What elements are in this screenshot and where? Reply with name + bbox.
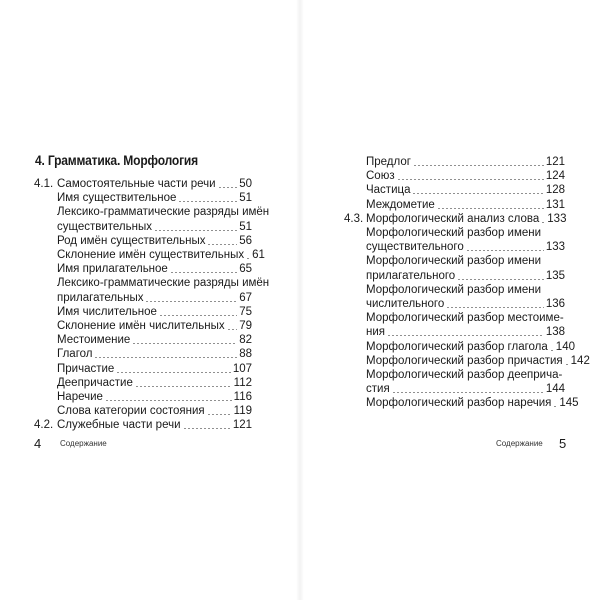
toc-entry-title: Междометие [366, 198, 435, 211]
toc-entry [344, 297, 565, 311]
toc-page-number: 50 [239, 178, 252, 190]
toc-dot-leader [246, 258, 250, 259]
toc-page-number: 142 [570, 354, 590, 367]
toc-dot-leader [397, 179, 544, 180]
toc-entry [34, 362, 252, 376]
toc-page-number: 121 [232, 419, 252, 432]
toc-dot-leader [413, 165, 544, 166]
toc-entry-title: Морфологический разбор имени [366, 227, 542, 239]
toc-dot-leader [218, 187, 238, 188]
toc-page-number: 133 [547, 212, 567, 225]
toc-dot-leader [183, 428, 231, 429]
toc-entry [344, 254, 565, 268]
toc-page-number: 138 [545, 326, 565, 339]
toc-entry [344, 198, 565, 212]
toc-dot-leader [132, 343, 237, 344]
toc-entry-title: Морфологический разбор наречия [366, 397, 552, 410]
toc-entry-title: Склонение имён числительных [57, 320, 225, 332]
toc-page-number: 131 [545, 198, 565, 211]
toc-entry-title: стия [366, 383, 390, 396]
toc-entry [34, 191, 252, 205]
toc-dot-leader [227, 329, 238, 330]
toc-entry-title: Служебные части речи [57, 419, 181, 432]
toc-dot-leader [392, 392, 544, 393]
toc-entry-title: числительного [366, 298, 445, 310]
toc-entry [34, 333, 252, 347]
toc-page-number: 79 [239, 320, 252, 332]
toc-entry [344, 396, 579, 410]
right-page [300, 0, 600, 600]
toc-dot-leader [178, 201, 237, 202]
toc-entry [34, 305, 252, 319]
toc-entry-title: Причастие [57, 362, 115, 375]
toc-page-number: 61 [252, 249, 265, 261]
toc-entry [344, 183, 565, 197]
toc-dot-leader [105, 400, 232, 401]
toc-entry-title: существительного [366, 241, 464, 254]
toc-entry [34, 205, 270, 219]
toc-dot-leader [550, 350, 554, 351]
toc-page-number: 107 [232, 362, 252, 375]
toc-entry [34, 248, 265, 262]
toc-entry [344, 240, 565, 254]
toc-entry-title: существительных [57, 220, 152, 233]
toc-entry-title: Имя существительное [57, 192, 177, 205]
toc-entry-title: Имя числительное [57, 305, 157, 318]
toc-dot-leader [154, 230, 237, 231]
toc-page-number: 65 [239, 263, 252, 276]
footer-label-right: Содержание [496, 439, 543, 448]
toc-dot-leader [159, 315, 237, 316]
toc-entry-title: прилагательного [366, 269, 456, 282]
toc-page-number: 67 [239, 291, 252, 304]
toc-entry [344, 212, 565, 226]
toc-dot-leader [387, 335, 544, 336]
toc-page-number: 51 [239, 220, 252, 233]
toc-entry [344, 382, 565, 396]
toc-dot-leader [207, 244, 237, 245]
toc-dot-leader [437, 208, 544, 209]
toc-entry-title: Морфологический разбор глагола [366, 340, 548, 353]
toc-page-number: 82 [239, 334, 252, 347]
toc-page-number: 145 [559, 397, 579, 410]
toc-dot-leader [145, 301, 237, 302]
toc-entry [344, 226, 565, 240]
toc-dot-leader [466, 250, 544, 251]
toc-entry-title: Морфологический разбор причастия [366, 354, 563, 367]
toc-entry-title: Деепричастие [57, 376, 133, 389]
toc-entry-title: Морфологический разбор имени [366, 283, 542, 296]
toc-entry [344, 340, 575, 354]
toc-entry [34, 262, 252, 276]
toc-entry-title: Склонение имён существительных [57, 249, 245, 261]
page-number-left: 4 [34, 436, 42, 451]
toc-page-number: 56 [239, 234, 252, 247]
toc-entry [344, 169, 565, 183]
toc-entry-title: Местоимение [57, 334, 131, 347]
toc-section-number: 4.3. [344, 212, 364, 225]
toc-entry [34, 220, 252, 234]
toc-page-number: 75 [239, 305, 252, 318]
chapter-title: 4. Грамматика. Морфология [35, 152, 199, 168]
toc-entry-title: Частица [366, 184, 411, 197]
toc-page-number: 88 [239, 348, 252, 361]
toc-page-number: 133 [545, 241, 565, 254]
toc-page-number: 119 [233, 405, 252, 418]
toc-entry [34, 376, 252, 390]
toc-entry-title: Глагол [57, 348, 93, 361]
toc-entry [344, 325, 565, 339]
page-number-right: 5 [559, 436, 567, 451]
toc-dot-leader [170, 272, 237, 273]
toc-entry [344, 368, 565, 382]
toc-section-number: 4.1. [34, 178, 54, 190]
toc-entry [34, 404, 252, 418]
toc-dot-leader [207, 414, 232, 415]
toc-entry [344, 354, 590, 368]
toc-entry [344, 269, 565, 283]
toc-entry-title: Морфологический разбор дееприча- [366, 369, 563, 381]
toc-dot-leader [565, 364, 569, 365]
toc-entry-title: Слова категории состояния [57, 405, 205, 418]
toc-entry [34, 390, 252, 404]
toc-dot-leader [446, 307, 544, 308]
toc-entry [34, 418, 252, 432]
toc-entry [344, 155, 565, 169]
toc-entry-title: Союз [366, 170, 395, 183]
footer-label-left: Содержание [60, 439, 107, 448]
toc-dot-leader [541, 222, 545, 223]
toc-dot-leader [94, 357, 237, 358]
toc-entry-title: Морфологический разбор местоиме- [366, 312, 564, 325]
toc-entry-title: Самостоятельные части речи [57, 178, 216, 190]
toc-entry-title: Морфологический анализ слова [366, 212, 540, 225]
toc-page-number: 121 [545, 156, 565, 168]
toc-entry [34, 234, 252, 248]
toc-dot-leader [116, 372, 231, 373]
toc-entry-title: Предлог [366, 156, 411, 168]
toc-entry [344, 283, 565, 297]
toc-entry [34, 177, 252, 191]
toc-dot-leader [135, 386, 232, 387]
toc-entry [34, 276, 270, 290]
toc-entry-title: Имя прилагательное [57, 263, 168, 276]
toc-page-number: 136 [545, 298, 565, 310]
toc-dot-leader [412, 193, 543, 194]
toc-section-number: 4.2. [34, 419, 54, 432]
toc-page-number: 128 [545, 184, 565, 197]
toc-entry-title: ния [366, 326, 386, 339]
toc-page-number: 135 [545, 269, 565, 282]
toc-entry [34, 291, 252, 305]
toc-entry-title: Род имён существительных [57, 234, 206, 247]
toc-entry [344, 311, 565, 325]
toc-page-number: 51 [239, 192, 252, 205]
toc-page-number: 124 [545, 170, 565, 183]
toc-page-number: 144 [545, 383, 565, 396]
toc-dot-leader [553, 406, 557, 407]
toc-entry [34, 319, 252, 333]
toc-page-number: 116 [233, 391, 252, 403]
toc-entry-title: Лексико-грамматические разряды имён [57, 277, 270, 290]
toc-dot-leader [457, 279, 544, 280]
toc-page-number: 112 [233, 376, 252, 389]
toc-entry-title: Лексико-грамматические разряды имён [57, 206, 270, 219]
toc-entry-title: прилагательных [57, 291, 144, 304]
toc-entry-title: Морфологический разбор имени [366, 255, 542, 268]
toc-entry [34, 347, 252, 361]
toc-page-number: 140 [555, 340, 575, 353]
toc-entry-title: Наречие [57, 391, 103, 403]
